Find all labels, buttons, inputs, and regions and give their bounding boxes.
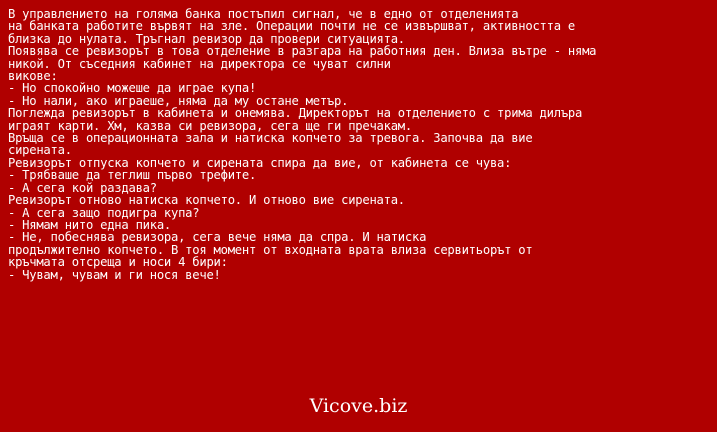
joke-line: - А сега кой раздава? xyxy=(8,180,157,195)
joke-line: В управлението на голяма банка постъпил сигнал, че в едно от отделенията xyxy=(8,7,519,21)
joke-line: - А сега защо подигра купа? xyxy=(8,205,200,220)
joke-line: Ревизорът отново натиска копчето. И отново вие сирената. xyxy=(8,193,405,208)
joke-line: продължително копчето. В тоя момент от входната врата влиза сервитьорът от xyxy=(8,242,533,257)
joke-line: близка до нулата. Тръгнал ревизор да провери ситуацията. xyxy=(8,31,405,46)
joke-line: на банката работите вървят на зле. Операции почти не се извършват, активността е xyxy=(8,19,575,34)
joke-line: - Но спокойно можеше да играе купа! xyxy=(8,81,257,96)
joke-line: Поглежда ревизорът в кабинета и онемява. Директорът на отделението с трима дилъра xyxy=(8,106,583,121)
joke-line: играят карти. Хм, казва си ревизора, сега ще ги пречакам. xyxy=(8,118,412,133)
joke-line: кръчмата отсреща и носи 4 бири: xyxy=(8,255,228,270)
joke-line: - Но нали, ако играеше, няма да му остане метър. xyxy=(8,93,349,108)
joke-line: никой. От съседния кабинет на директора се чуват силни xyxy=(8,56,391,71)
joke-line: - Чувам, чувам и ги нося вече! xyxy=(8,267,221,282)
joke-line: - Нямам нито една пика. xyxy=(8,217,172,232)
joke-line: Връща се в операционната зала и натиска копчето за тревога. Започва да вие xyxy=(8,131,533,146)
joke-line: викове: xyxy=(8,69,58,84)
joke-line: Ревизорът отпуска копчето и сирената спира да вие, от кабинета се чува: xyxy=(8,155,512,170)
joke-text xyxy=(8,8,708,281)
joke-line: сирената. xyxy=(8,143,72,158)
joke-line: Появява се ревизорът в това отделение в разгара на работния ден. Влиза вътре - няма xyxy=(8,44,597,59)
joke-line: - Не, побеснява ревизора, сега вече няма да спра. И натиска xyxy=(8,230,427,245)
joke-line: - Трябваше да теглиш първо трефите. xyxy=(8,168,257,183)
site-watermark: Vicove.biz xyxy=(309,395,408,417)
